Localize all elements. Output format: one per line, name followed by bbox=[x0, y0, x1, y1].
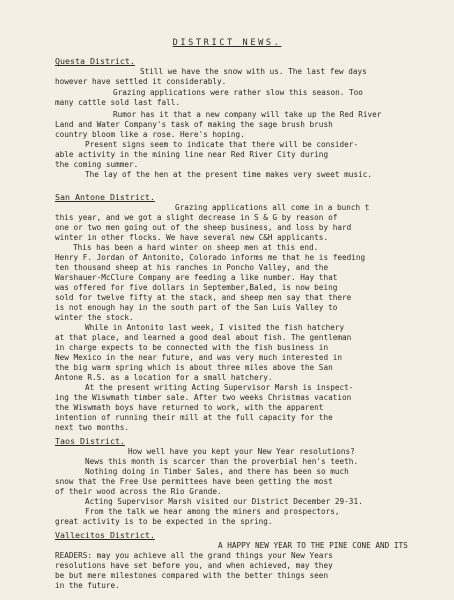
text-line: Acting Supervisor Marsh visited our District December 29-31. bbox=[85, 497, 363, 506]
text-line: Henry F. Jordan of Antonito, Colorado informs me that he is feeding bbox=[55, 253, 366, 262]
text-line: Grazing applications were rather slow this season. Too bbox=[113, 88, 363, 97]
text-line: From the talk we hear among the miners and prospectors, bbox=[85, 507, 340, 516]
text-line: ing the Wiswmath timber sale. After two weeks Christmas vacation bbox=[55, 393, 352, 402]
text-line: READERS: may you achieve all the grand things your New Years bbox=[55, 551, 333, 560]
text-line: one or two men going out of the sheep business, and loss by hard bbox=[55, 223, 352, 232]
text-line: of their wood across the Rio Grande. bbox=[55, 487, 222, 496]
text-line: Warshauer-McClure Company are feeding a like number. Hay that bbox=[55, 273, 338, 282]
text-line: at that place, and learned a good deal about fish. The gentleman bbox=[55, 333, 352, 342]
text-line: Still we have the snow with us. The last few days bbox=[140, 67, 367, 76]
text-line: At the present writing Acting Supervisor Marsh is inspect- bbox=[85, 383, 354, 392]
text-line: country bloom like a rose. Here's hoping. bbox=[55, 130, 245, 139]
section-heading-vallecitos: Vallecitos District. bbox=[55, 530, 155, 540]
text-line: able activity in the mining line near Red River City during bbox=[55, 150, 329, 159]
text-line: Land and Water Company's task of making the sage brush brush bbox=[55, 120, 333, 129]
text-line: The lay of the hen at the present time makes very sweet music. bbox=[85, 170, 372, 179]
text-line: Present signs seem to indicate that there will be consider- bbox=[85, 140, 359, 149]
text-line: News this month is scarcer than the proverbial hen's teeth. bbox=[85, 457, 359, 466]
text-line: Grazing applications all come in a bunch t bbox=[175, 203, 370, 212]
text-line: next two months. bbox=[55, 423, 130, 432]
text-line: How well have you kept your New Year resolutions? bbox=[128, 447, 355, 456]
text-line: is not enough hay in the south part of the San Luis Valley to bbox=[55, 303, 338, 312]
text-line: intention of running their mill at the full capacity for the bbox=[55, 413, 333, 422]
text-line: was offered for five dollars in September,Baled, is now being bbox=[55, 283, 338, 292]
text-line: While in Antonito last week, I visited the fish hatchery bbox=[85, 323, 345, 332]
page-title: DISTRICT NEWS. bbox=[172, 38, 282, 48]
section-heading-questa: Questa District. bbox=[55, 56, 135, 66]
text-line: winter in other flocks. We have several new C&H applicants. bbox=[55, 233, 329, 242]
text-line: sold for twelve fifty at the stack, and sheep men say that there bbox=[55, 293, 352, 302]
section-heading-taos: Taos District. bbox=[55, 436, 125, 446]
text-line: this year, and we got a slight decrease in S & G by reason of bbox=[55, 213, 338, 222]
text-line: Rumor has it that a new company will take up the Red River bbox=[113, 110, 382, 119]
text-line: New Mexico in the near future, and was very much interested in bbox=[55, 353, 342, 362]
text-line: the big warm spring which is about three miles above the San bbox=[55, 363, 333, 372]
text-line: the coming summer. bbox=[55, 160, 139, 169]
text-line: the Wiswmath boys have returned to work, with the apparent bbox=[55, 403, 324, 412]
section-heading-san-antone: San Antone District. bbox=[55, 192, 155, 202]
text-line: however have settled it considerably. bbox=[55, 77, 227, 86]
text-line: snow that the Free Use permittees have been getting the most bbox=[55, 477, 333, 486]
text-line: winter the stock. bbox=[55, 313, 134, 322]
text-line: be but mere milestones compared with the better things seen bbox=[55, 571, 329, 580]
text-line: Antone R.S. as a location for a small hatchery. bbox=[55, 373, 273, 382]
text-line: in charge expects to be connected with the fish business in bbox=[55, 343, 329, 352]
text-line: resolutions have set before you, and when achieved, may they bbox=[55, 561, 333, 570]
text-line: This has been a hard winter on sheep men at this end. bbox=[73, 243, 319, 252]
text-line: A HAPPY NEW YEAR TO THE PINE CONE AND ITS bbox=[218, 541, 408, 550]
text-line: in the future. bbox=[55, 581, 120, 590]
text-line: Nothing doing in Timber Sales, and there has been so much bbox=[85, 467, 349, 476]
text-line: ten thousand sheep at his ranches in Poncho Valley, and the bbox=[55, 263, 329, 272]
text-line: great activity is to be expected in the spring. bbox=[55, 517, 273, 526]
text-line: many cattle sold last fall. bbox=[55, 98, 180, 107]
